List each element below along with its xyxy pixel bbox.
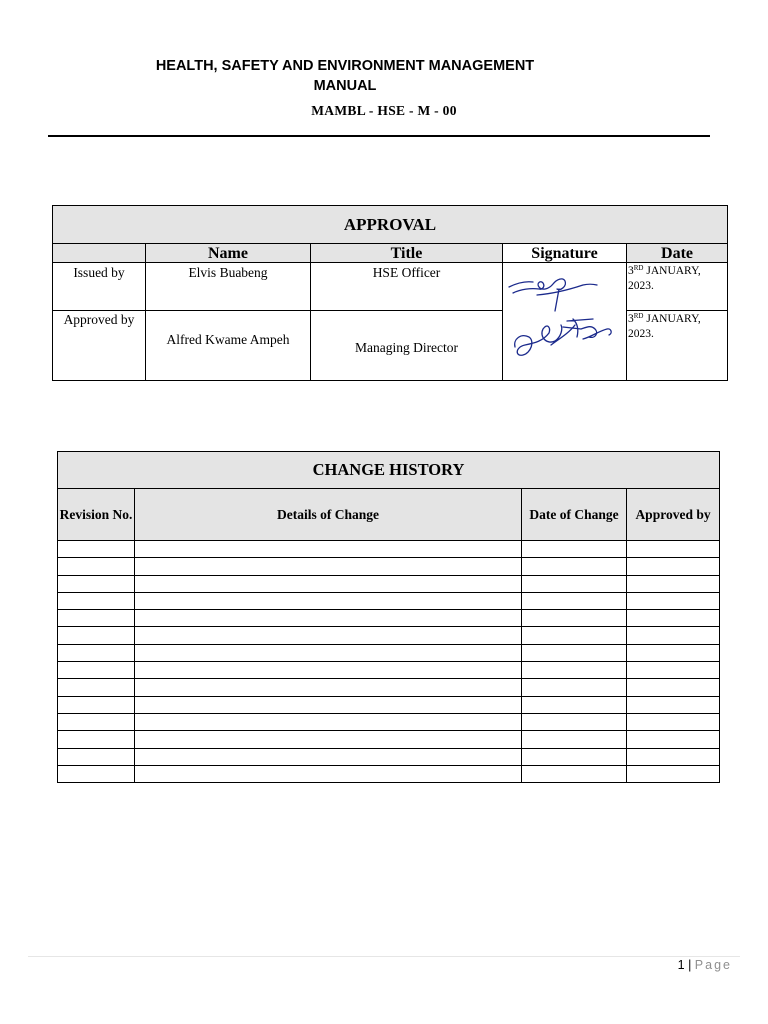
history-col-approved: Approved by xyxy=(627,489,720,541)
footer-separator: | xyxy=(688,958,692,972)
table-cell xyxy=(522,541,627,558)
table-row xyxy=(58,679,720,696)
table-cell xyxy=(522,575,627,592)
approval-name: Elvis Buabeng xyxy=(146,263,311,311)
table-cell xyxy=(58,679,135,696)
table-cell xyxy=(58,592,135,609)
table-row xyxy=(58,541,720,558)
table-cell xyxy=(135,592,522,609)
signature-issued xyxy=(509,279,597,311)
table-row xyxy=(58,610,720,627)
change-history-rows xyxy=(58,541,720,783)
table-cell xyxy=(58,575,135,592)
table-cell xyxy=(627,748,720,765)
table-cell xyxy=(58,765,135,782)
table-cell xyxy=(627,713,720,730)
table-cell xyxy=(627,575,720,592)
table-row xyxy=(58,662,720,679)
approval-title-value: Managing Director xyxy=(311,311,503,381)
table-cell xyxy=(522,696,627,713)
table-cell xyxy=(58,558,135,575)
table-cell xyxy=(135,696,522,713)
table-row xyxy=(58,592,720,609)
table-cell xyxy=(58,662,135,679)
table-cell xyxy=(627,679,720,696)
date-suffix: RD xyxy=(633,264,644,272)
table-row xyxy=(58,765,720,782)
history-col-revision: Revision No. xyxy=(58,489,135,541)
table-cell xyxy=(522,644,627,661)
approval-col-title: Title xyxy=(311,244,503,263)
table-row xyxy=(58,575,720,592)
table-cell xyxy=(627,627,720,644)
table-cell xyxy=(58,696,135,713)
change-history-title: CHANGE HISTORY xyxy=(58,452,720,489)
table-cell xyxy=(627,731,720,748)
table-cell xyxy=(522,748,627,765)
table-cell xyxy=(627,592,720,609)
table-cell xyxy=(627,662,720,679)
table-cell xyxy=(522,713,627,730)
table-cell xyxy=(135,662,522,679)
page-footer xyxy=(678,958,732,972)
table-row xyxy=(58,627,720,644)
table-row xyxy=(58,731,720,748)
manual-title xyxy=(100,56,590,96)
table-cell xyxy=(627,541,720,558)
table-cell xyxy=(627,696,720,713)
table-cell xyxy=(58,610,135,627)
date-day: 3 xyxy=(628,313,634,325)
table-cell xyxy=(135,575,522,592)
table-cell xyxy=(135,627,522,644)
approval-title-value: HSE Officer xyxy=(311,263,503,311)
history-col-date: Date of Change xyxy=(522,489,627,541)
signatures-image xyxy=(503,267,626,371)
signature-cell xyxy=(503,263,627,381)
table-row xyxy=(58,713,720,730)
date-rest: JANUARY, 2023. xyxy=(628,313,701,340)
table-cell xyxy=(522,558,627,575)
table-cell xyxy=(135,713,522,730)
table-cell xyxy=(58,644,135,661)
table-row xyxy=(58,558,720,575)
manual-title-line2: MANUAL xyxy=(313,78,377,94)
table-cell xyxy=(627,765,720,782)
table-cell xyxy=(135,541,522,558)
approval-name: Alfred Kwame Ampeh xyxy=(146,311,311,381)
table-row xyxy=(58,644,720,661)
history-col-details: Details of Change xyxy=(135,489,522,541)
approval-row-issued xyxy=(53,263,728,311)
table-cell xyxy=(627,558,720,575)
approval-col-role xyxy=(53,244,146,263)
table-cell xyxy=(58,713,135,730)
approval-role: Issued by xyxy=(53,263,146,311)
date-day: 3 xyxy=(628,265,634,277)
table-cell xyxy=(522,662,627,679)
table-cell xyxy=(58,748,135,765)
table-cell xyxy=(135,644,522,661)
table-cell xyxy=(135,679,522,696)
page-label: Page xyxy=(694,958,732,972)
table-cell xyxy=(58,541,135,558)
table-row xyxy=(58,748,720,765)
approval-col-signature: Signature xyxy=(503,244,627,263)
footer-divider xyxy=(28,956,740,957)
table-cell xyxy=(627,610,720,627)
approval-col-date: Date xyxy=(627,244,728,263)
approval-col-name: Name xyxy=(146,244,311,263)
change-history-table xyxy=(57,451,720,783)
approval-date xyxy=(627,311,728,381)
table-cell xyxy=(522,627,627,644)
table-cell xyxy=(522,592,627,609)
table-cell xyxy=(522,765,627,782)
table-cell xyxy=(135,558,522,575)
table-cell xyxy=(135,610,522,627)
table-cell xyxy=(135,748,522,765)
table-cell xyxy=(58,731,135,748)
approval-title: APPROVAL xyxy=(53,206,728,244)
date-suffix: RD xyxy=(633,312,644,320)
document-code: MAMBL - HSE - M - 00 xyxy=(311,103,457,118)
table-cell xyxy=(135,731,522,748)
manual-title-line1: HEALTH, SAFETY AND ENVIRONMENT MANAGEMENT xyxy=(155,58,535,74)
table-cell xyxy=(522,679,627,696)
table-row xyxy=(58,696,720,713)
approval-date xyxy=(627,263,728,311)
date-rest: JANUARY, 2023. xyxy=(628,265,701,292)
approval-table xyxy=(52,205,728,381)
table-cell xyxy=(58,627,135,644)
approval-role: Approved by xyxy=(53,311,146,381)
signature-approved xyxy=(515,319,611,355)
table-cell xyxy=(522,731,627,748)
table-cell xyxy=(135,765,522,782)
header-divider xyxy=(48,135,710,137)
table-cell xyxy=(627,644,720,661)
page-number: 1 xyxy=(677,958,685,972)
table-cell xyxy=(522,610,627,627)
